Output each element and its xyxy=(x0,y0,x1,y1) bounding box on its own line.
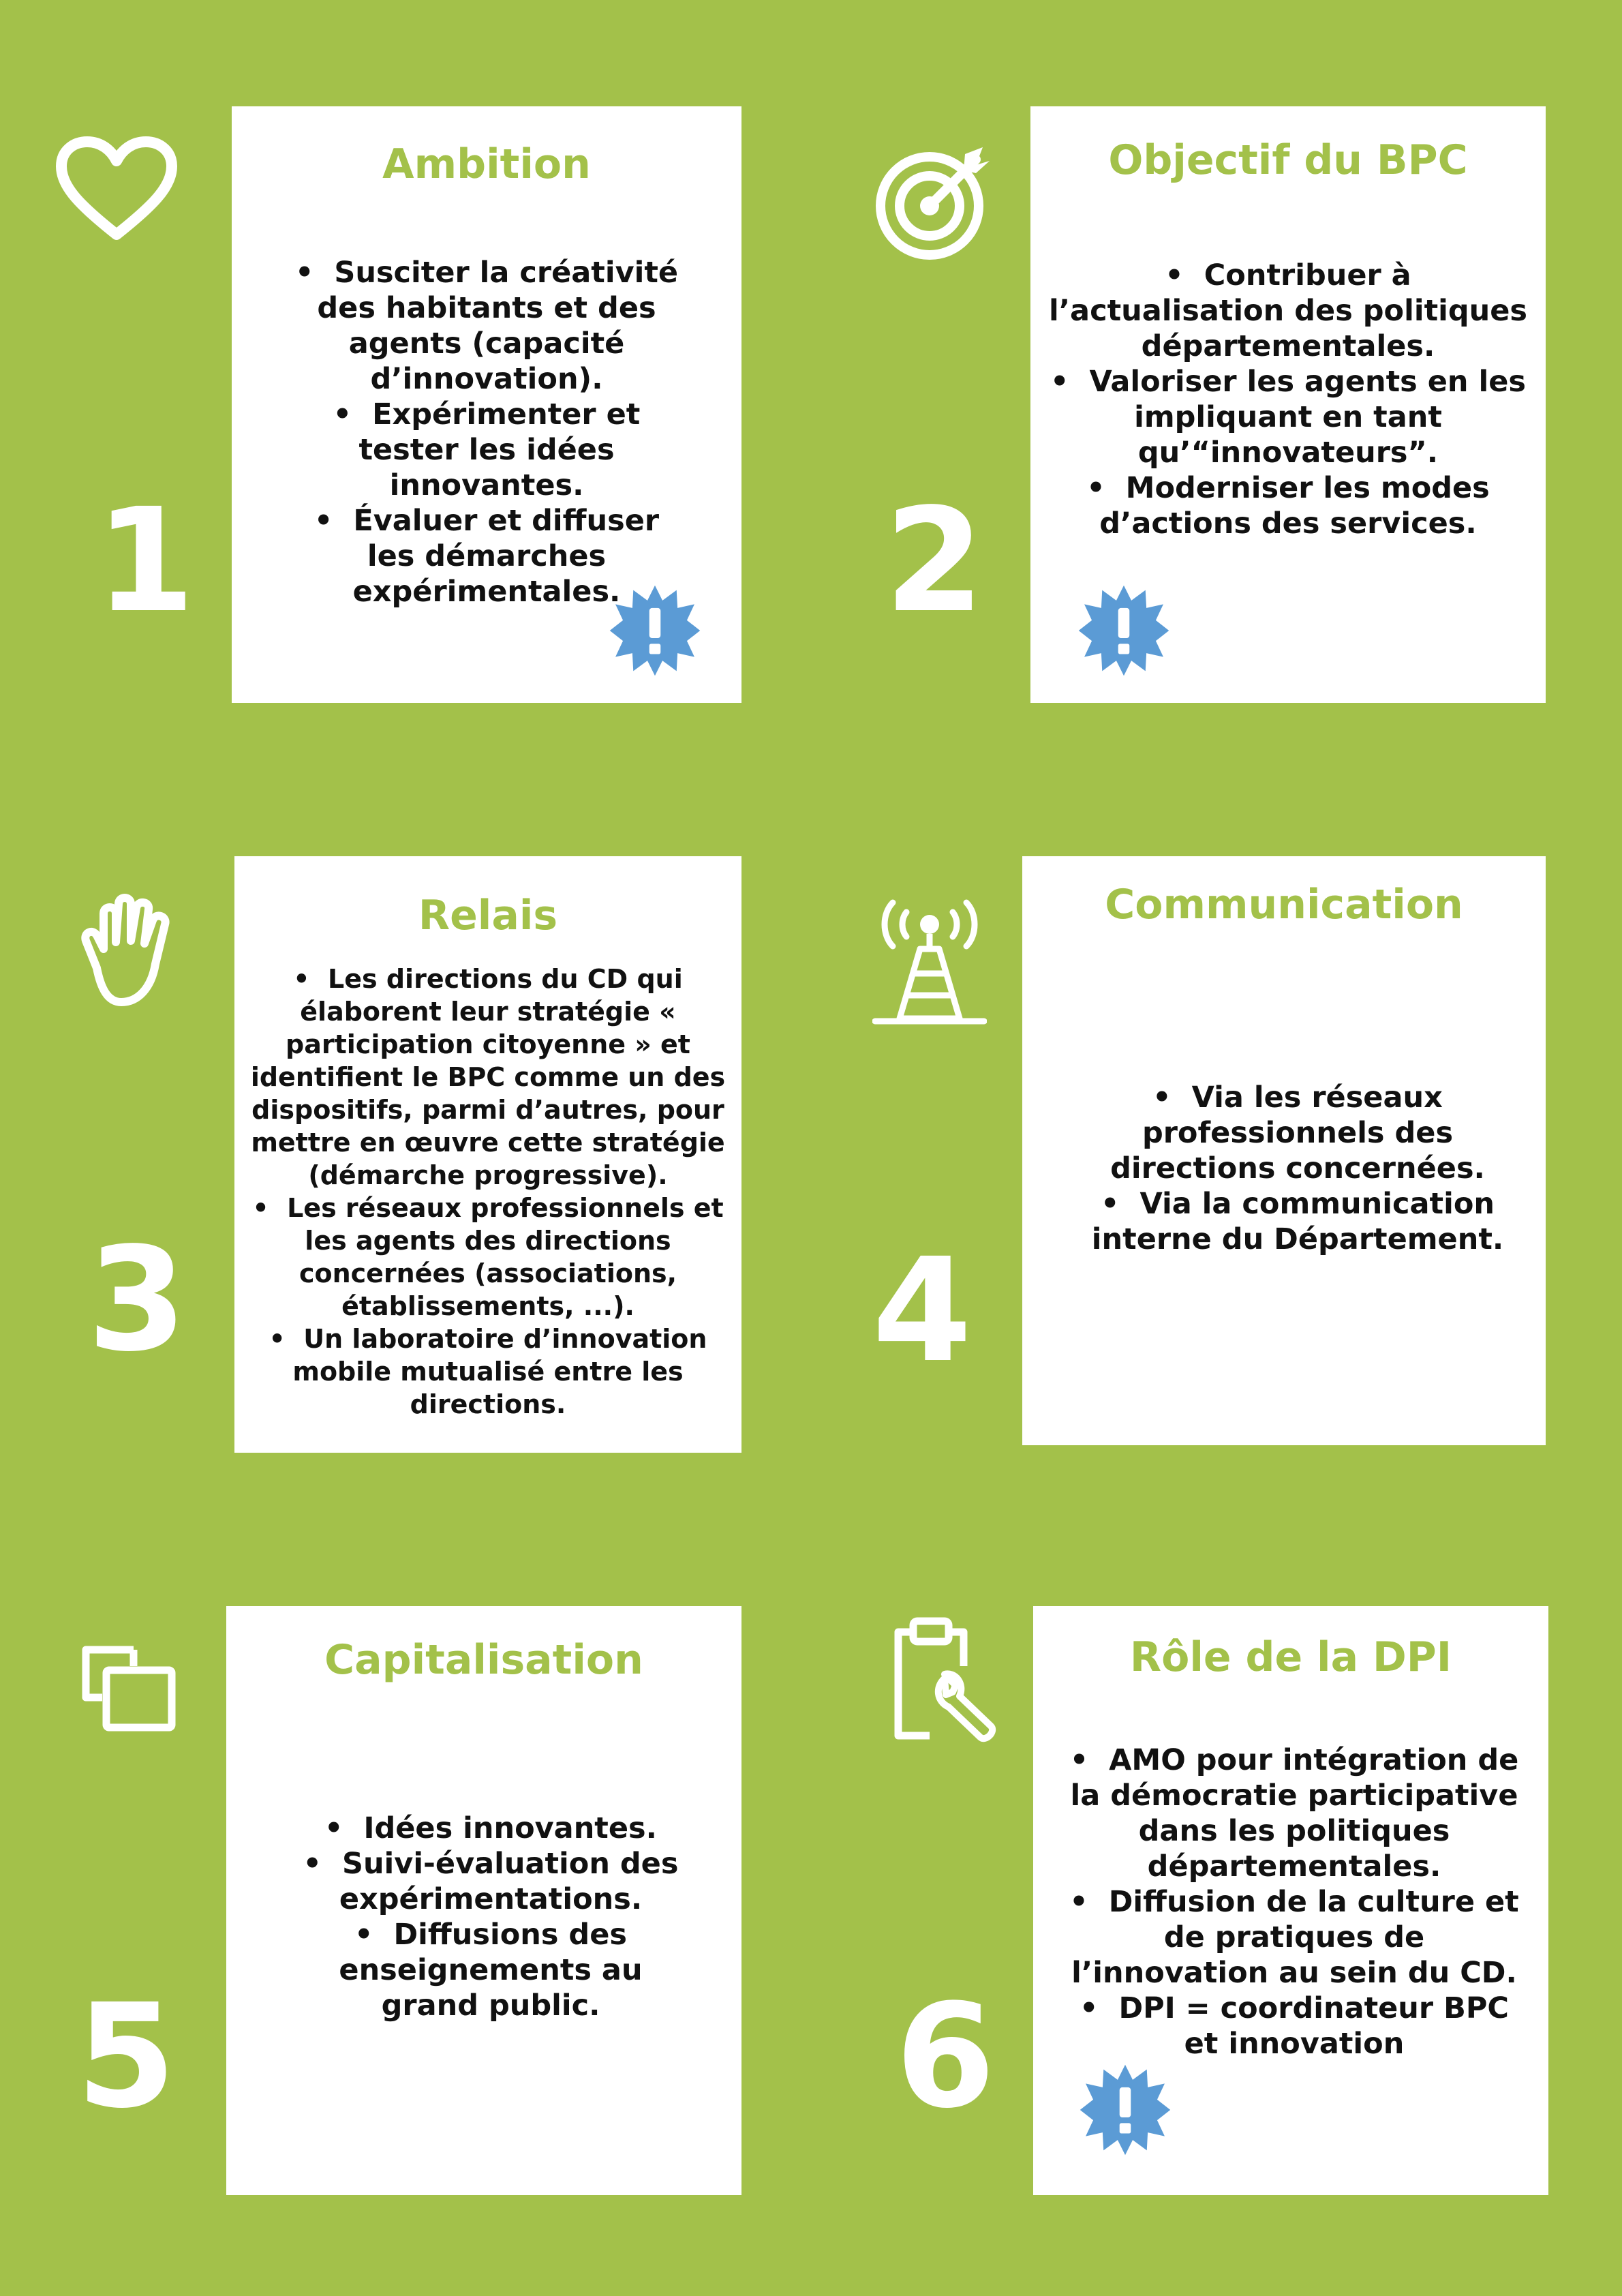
card-list xyxy=(288,1811,694,2023)
card-capitalisation xyxy=(226,1606,741,2195)
card-ambition xyxy=(232,106,741,703)
section-number: 2 xyxy=(885,477,985,644)
list-item: • Contribuer à l’actualisation des politiques départementales. xyxy=(1044,258,1532,364)
list-item: • Évaluer et diffuser les démarches expérimentales. xyxy=(293,503,680,609)
list-item: • Suivi-évaluation des expérimentations. xyxy=(288,1846,694,1917)
copy-icon xyxy=(79,1643,179,1732)
list-item: • Moderniser les modes d’actions des services. xyxy=(1044,470,1532,541)
antenna-icon xyxy=(872,893,987,1027)
card-role-dpi xyxy=(1033,1606,1548,2195)
list-item: • AMO pour intégration de la démocratie participative dans les politiques départementales. xyxy=(1060,1742,1528,1884)
card-title: Communication xyxy=(1105,881,1463,928)
heart-icon xyxy=(53,135,180,241)
section-number: 3 xyxy=(87,1216,187,1383)
card-title: Relais xyxy=(418,892,558,939)
card-list xyxy=(293,255,680,609)
section-number: 6 xyxy=(896,1973,996,2140)
list-item: • Un laboratoire d’innovation mobile mutualisé entre les directions. xyxy=(248,1323,728,1421)
list-item: • Via les réseaux professionnels des directions concernées. xyxy=(1077,1080,1518,1186)
card-list xyxy=(248,963,728,1421)
card-list xyxy=(1060,1742,1528,2061)
list-item: • Les directions du CD qui élaborent leur stratégie « participation citoyenne » et identifient le BPC comme un des dispositifs, parmi d’autres, pour mettre en œuvre cette stratégie (démarche progressive). xyxy=(248,963,728,1192)
list-item: • Expérimenter et tester les idées innovantes. xyxy=(293,397,680,503)
list-item: • Via la communication interne du Département. xyxy=(1077,1186,1518,1257)
card-title: Objectif du BPC xyxy=(1108,136,1468,184)
clipboard-wrench-icon xyxy=(885,1616,1007,1745)
exclamation-badge-icon xyxy=(608,584,702,678)
list-item: • Idées innovantes. xyxy=(288,1811,694,1846)
exclamation-badge-icon xyxy=(1077,584,1171,678)
list-item: • Valoriser les agents en les impliquant en tant qu’“innovateurs”. xyxy=(1044,364,1532,470)
card-communication xyxy=(1022,856,1546,1445)
card-list xyxy=(1077,1080,1518,1257)
exclamation-badge-icon xyxy=(1078,2063,1172,2157)
list-item: • Diffusion de la culture et de pratiques de l’innovation au sein du CD. xyxy=(1060,1884,1528,1991)
target-icon xyxy=(874,140,996,263)
section-number: 5 xyxy=(76,1973,177,2140)
card-title: Rôle de la DPI xyxy=(1129,1633,1452,1681)
card-title: Capitalisation xyxy=(324,1636,643,1684)
section-number: 4 xyxy=(872,1227,973,1394)
hand-icon xyxy=(76,893,179,1009)
card-list xyxy=(1044,258,1532,541)
list-item: • DPI = coordinateur BPC et innovation xyxy=(1060,1991,1528,2061)
list-item: • Diffusions des enseignements au grand public. xyxy=(288,1917,694,2023)
list-item: • Susciter la créativité des habitants et des agents (capacité d’innovation). xyxy=(293,255,680,397)
card-objectif xyxy=(1030,106,1546,703)
card-title: Ambition xyxy=(382,140,591,188)
list-item: • Les réseaux professionnels et les agents des directions concernées (associations, établissements, ...). xyxy=(248,1192,728,1323)
card-relais xyxy=(234,856,741,1453)
section-number: 1 xyxy=(95,477,196,644)
